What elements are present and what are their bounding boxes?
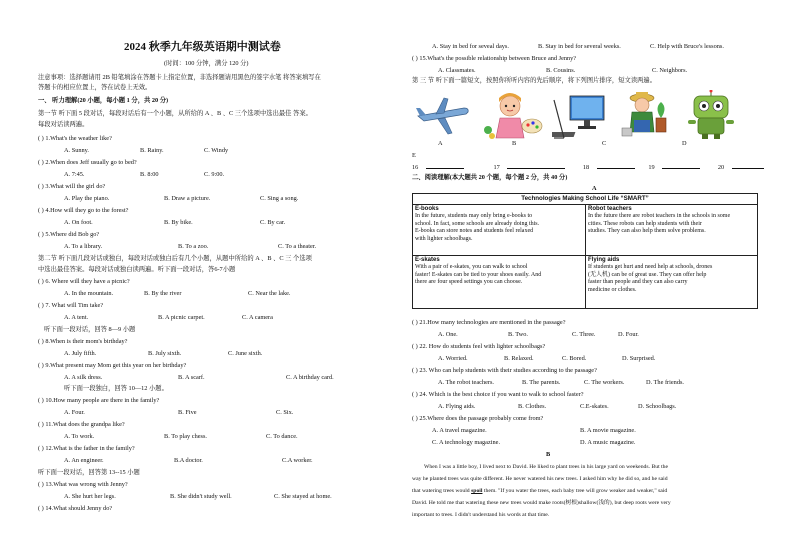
blank-17[interactable]	[507, 162, 565, 169]
exam-title: 2024 秋季九年级英语期中测试卷	[124, 41, 281, 53]
section-2-intro-2: 中选出最佳答案。每段对话或独白读两遍。听下面一段对话，答6-7小题	[38, 266, 236, 273]
q6-option-a: A. In the mountain.	[64, 290, 114, 297]
question-9: ( ) 9.What present may Mom get this year on her birthday?	[38, 362, 187, 369]
flying-text-4: medicine or clothes.	[588, 286, 637, 293]
question-8: ( ) 8.When is their mom's birthday?	[38, 338, 128, 345]
ebooks-heading: E-books	[415, 205, 439, 212]
question-11: ( ) 11.What does the grandpa like?	[38, 421, 125, 428]
spoil-word: spoil	[471, 488, 483, 494]
robot-text-3: studies. They can also help them solve problems.	[588, 228, 706, 235]
q12-option-c: C.A worker.	[282, 457, 313, 464]
q4-option-b: B. By bike.	[164, 219, 193, 226]
passage-b-line-3b: them. "If you water the trees, each baby tree will grow weaker and weaker," said	[482, 488, 668, 494]
question-12: ( ) 12.What is the father in the family?	[38, 445, 135, 452]
q5-option-c: C. To a theater.	[278, 243, 317, 250]
picture-label-c: C	[602, 140, 607, 147]
q21-option-b: B. Two.	[508, 331, 528, 338]
section-3-intro: 第 三 节 听下面一篇短文，按照你所听内容的先后顺序，将下列图片排序，短文读两遍。	[412, 77, 657, 84]
note-q8-9: 听下面一段对话，回答 8—9 小题	[44, 326, 136, 333]
blank-19-num: 19	[648, 164, 655, 171]
q14-option-c: C. Help with Bruce's lessons.	[650, 43, 724, 50]
computer-picture	[552, 92, 610, 140]
q4-option-c: C. By car.	[260, 219, 286, 226]
q10-option-a: A. Four.	[64, 409, 85, 416]
q6-option-b: B. By the river	[144, 290, 182, 297]
blank-16[interactable]	[426, 162, 464, 169]
q9-option-b: B. A scarf.	[178, 374, 205, 381]
blank-18[interactable]	[597, 162, 635, 169]
q24-option-d: D. Schoolbags.	[638, 403, 677, 410]
blank-16-num: 16	[412, 164, 419, 171]
q11-option-c: C. To dance.	[266, 433, 298, 440]
q6-option-c: C. Near the lake.	[248, 290, 291, 297]
q1-option-c: C. Windy	[204, 147, 229, 154]
q15-option-c: C. Neighbors.	[652, 67, 688, 74]
q15-option-a: A. Classmates.	[438, 67, 476, 74]
q23-option-a: A. The robot teachers.	[438, 379, 495, 386]
q7-option-b: B. A picnic carpet.	[158, 314, 205, 321]
robot-cell	[586, 204, 758, 255]
blank-19[interactable]	[662, 162, 700, 169]
flying-text-1: If students get hurt and need help at schools, drones	[588, 264, 713, 271]
q2-option-a: A. 7:45.	[64, 171, 85, 178]
q3-option-a: A. Play the piano.	[64, 195, 110, 202]
question-13: ( ) 13.What was wrong with Jenny?	[38, 481, 128, 488]
q24-option-a: A. Flying aids.	[438, 403, 476, 410]
gardener-picture	[616, 90, 674, 140]
exam-subtitle: (时间：100 分钟，满分 120 分)	[164, 60, 249, 67]
q11-option-b: B. To play chess.	[164, 433, 207, 440]
question-5: ( ) 5.Where did Bob go?	[38, 231, 100, 238]
passage-b-label: B	[546, 451, 551, 458]
q22-option-a: A. Worried.	[438, 355, 468, 362]
q10-option-b: B. Five	[178, 409, 197, 416]
q13-option-c: C. She stayed at home.	[274, 493, 332, 500]
eskates-heading: E-skates	[415, 256, 440, 263]
q14-option-b: B. Stay in bed for several weeks.	[538, 43, 621, 50]
q8-option-c: C. June sixth.	[228, 350, 263, 357]
q12-option-a: A. An engineer.	[64, 457, 104, 464]
ebooks-cell	[413, 204, 586, 255]
eskates-text-1: With a pair of e-skates, you can walk to school	[415, 264, 528, 271]
question-14: ( ) 14.What should Jenny do?	[38, 505, 113, 512]
q22-option-b: B. Relaxed.	[504, 355, 534, 362]
q13-option-b: B. She didn't study well.	[170, 493, 232, 500]
q14-option-a: A. Stay in bed for seveal days.	[432, 43, 509, 50]
question-21: ( ) 21.How many technologies are mentioned in the passage?	[412, 319, 566, 326]
airplane-picture	[414, 94, 470, 138]
ebooks-text-1: In the future, students may only bring e-books to	[415, 213, 533, 220]
q3-option-b: B. Draw a picture.	[164, 195, 211, 202]
ebooks-text-2: school. In fact, some schools are already doing this.	[415, 220, 540, 227]
q24-option-b: B. Clothes.	[518, 403, 547, 410]
question-25: ( ) 25.Where does the passage probably come from?	[412, 415, 544, 422]
picture-label-e: E	[412, 152, 416, 159]
table-title: Technologies Making School Life “SMART”	[413, 194, 758, 205]
q12-option-b: B.A doctor.	[174, 457, 203, 464]
robot-picture	[682, 90, 740, 140]
q2-option-b: B. 8:00	[140, 171, 159, 178]
q10-option-c: C. Six.	[276, 409, 294, 416]
q11-option-a: A. To work.	[64, 433, 95, 440]
question-2: ( ) 2.When does Jeff usually go to bed?	[38, 159, 137, 166]
notes-line-2: 答题卡的相应位置上，答在试卷上无效。	[38, 84, 152, 91]
q5-option-a: A. To a library.	[64, 243, 103, 250]
section-1-intro-2: 每段对话读两遍。	[38, 121, 89, 128]
ebooks-text-4: with lighter schoolbags.	[415, 235, 473, 242]
q25-option-b: B. A movie magazine.	[580, 427, 636, 434]
passage-b-line-2: way he planted trees was quite different. He never watered his new trees. I asked him why he did so, and he said	[412, 476, 668, 482]
robot-heading: Robot teachers	[588, 205, 632, 212]
note-q13-15: 听下面一段对话，回答第 13--15 小题	[38, 469, 140, 476]
question-6: ( ) 6. Where will they have a picnic?	[38, 278, 130, 285]
robot-text-2: cities. These robots can help students with their	[588, 220, 702, 227]
technology-table	[412, 193, 758, 309]
blank-17-num: 17	[493, 164, 500, 171]
picture-label-a: A	[438, 140, 443, 147]
robot-text-1: In the future there are robot teachers in the schools in some	[588, 213, 731, 220]
q22-option-d: D. Surprised.	[622, 355, 656, 362]
question-23: ( ) 23. Who can help students with their studies according to the passage?	[412, 367, 597, 374]
flying-aids-heading: Flying aids	[588, 256, 620, 263]
q1-option-b: B. Rainy.	[140, 147, 164, 154]
passage-b-line-4: David. He told me that watering these new trees would make roots(树根)shallow(浅的), but deep roots were very	[412, 500, 671, 506]
section-1-intro: 第一节 听下面 5 段对话，每段对话后有一个小题，从所给的 A 、B 、C 三个选项中选出最佳 答案。	[38, 110, 312, 117]
part-2-heading: 二、阅读理解(本大题共 20 个题，每个题 2 分，共 40 分)	[412, 174, 568, 181]
q23-option-c: C. The workers.	[584, 379, 625, 386]
passage-a-label: A	[592, 185, 597, 192]
flying-aids-cell	[586, 255, 758, 308]
q4-option-a: A. On foot.	[64, 219, 93, 226]
question-10: ( ) 10.How many people are there in the family?	[38, 397, 160, 404]
section-2-intro: 第二节 听下面几段对话或独白，每段对话或独白后有几个小题，从题中所给的 A 、B 、C 三 个选项	[38, 255, 312, 262]
q9-option-a: A. A silk dress.	[64, 374, 103, 381]
q13-option-a: A. She hurt her legs.	[64, 493, 116, 500]
question-22: ( ) 22. How do students feel with lighter schoolbags?	[412, 343, 546, 350]
picture-label-b: B	[512, 140, 517, 147]
eskates-text-3: there are four speed settings you can choose.	[415, 279, 523, 286]
question-7: ( ) 7. What will Tim take?	[38, 302, 104, 309]
blank-18-num: 18	[582, 164, 590, 171]
question-1: ( ) 1.What's the weather like?	[38, 135, 112, 142]
question-24: ( ) 24. Which is the best choice if you want to walk to school faster?	[412, 391, 584, 398]
q7-option-a: A. A tent.	[64, 314, 89, 321]
note-q10-12: 听下面一段独白，回答 10—12 小题。	[64, 385, 168, 392]
q15-option-b: B. Cousins.	[546, 67, 576, 74]
q25-option-a: A. A travel magazine.	[432, 427, 487, 434]
ebooks-text-3: E-books can store notes and students feel relaxed	[415, 228, 534, 235]
eskates-text-2: faster! E-skates can be tied to your shoes easily. And	[415, 271, 542, 278]
q25-option-d: D. A music magazine.	[580, 439, 636, 446]
flying-text-2: (无人机) can be of great use. They can offer help	[588, 271, 707, 278]
q21-option-a: A. One.	[438, 331, 458, 338]
q9-option-c: C. A birthday card.	[286, 374, 334, 381]
q21-option-c: C. Three.	[572, 331, 596, 338]
answer-blanks	[412, 162, 764, 172]
question-15: ( ) 15.What's the possible relationship between Bruce and Jenny?	[412, 55, 577, 62]
picture-label-d: D	[682, 140, 687, 147]
q8-option-a: A. July fifth.	[64, 350, 97, 357]
passage-b-line-1: When I was a little boy, I lived next to David. He liked to plant trees in his large yard on weekends. But the	[424, 464, 669, 470]
girl-painting-picture	[482, 92, 544, 140]
q8-option-b: B. July sixth.	[148, 350, 182, 357]
q25-option-c: C. A technology magazine.	[432, 439, 501, 446]
q21-option-d: D. Four.	[618, 331, 639, 338]
q23-option-b: B. The parents.	[522, 379, 561, 386]
passage-b-line-5: important to trees. I didn't understand his words at that time.	[412, 512, 550, 518]
flying-text-3: faster than people and they can also carry	[588, 279, 688, 286]
q3-option-c: C. Sing a song.	[260, 195, 299, 202]
question-4: ( ) 4.How will they go to the forest?	[38, 207, 129, 214]
q23-option-d: D. The friends.	[646, 379, 685, 386]
blank-20[interactable]	[732, 162, 764, 169]
passage-b-line-3	[412, 487, 667, 495]
q5-option-b: B. To a zoo.	[178, 243, 209, 250]
q24-option-c: C.E-skates.	[580, 403, 609, 410]
q22-option-c: C. Bored.	[562, 355, 587, 362]
question-3: ( ) 3.What will the girl do?	[38, 183, 106, 190]
notes-line-1: 注意事项：选择题请用 2B 铅笔填涂在答题卡上指定位置，非选择题请用黑色的签字水笔 将答案填写在	[38, 74, 321, 81]
part-1-heading: 一、 听力理解(20 小题，每小题 1 分，共 20 分)	[38, 97, 169, 104]
q2-option-c: C. 9:00.	[204, 171, 225, 178]
eskates-cell	[413, 255, 586, 308]
blank-20-num: 20	[717, 164, 725, 171]
passage-b-line-3a: that watering trees would	[412, 488, 472, 494]
q7-option-c: C. A camera	[242, 314, 273, 321]
q1-option-a: A. Sunny.	[64, 147, 89, 154]
